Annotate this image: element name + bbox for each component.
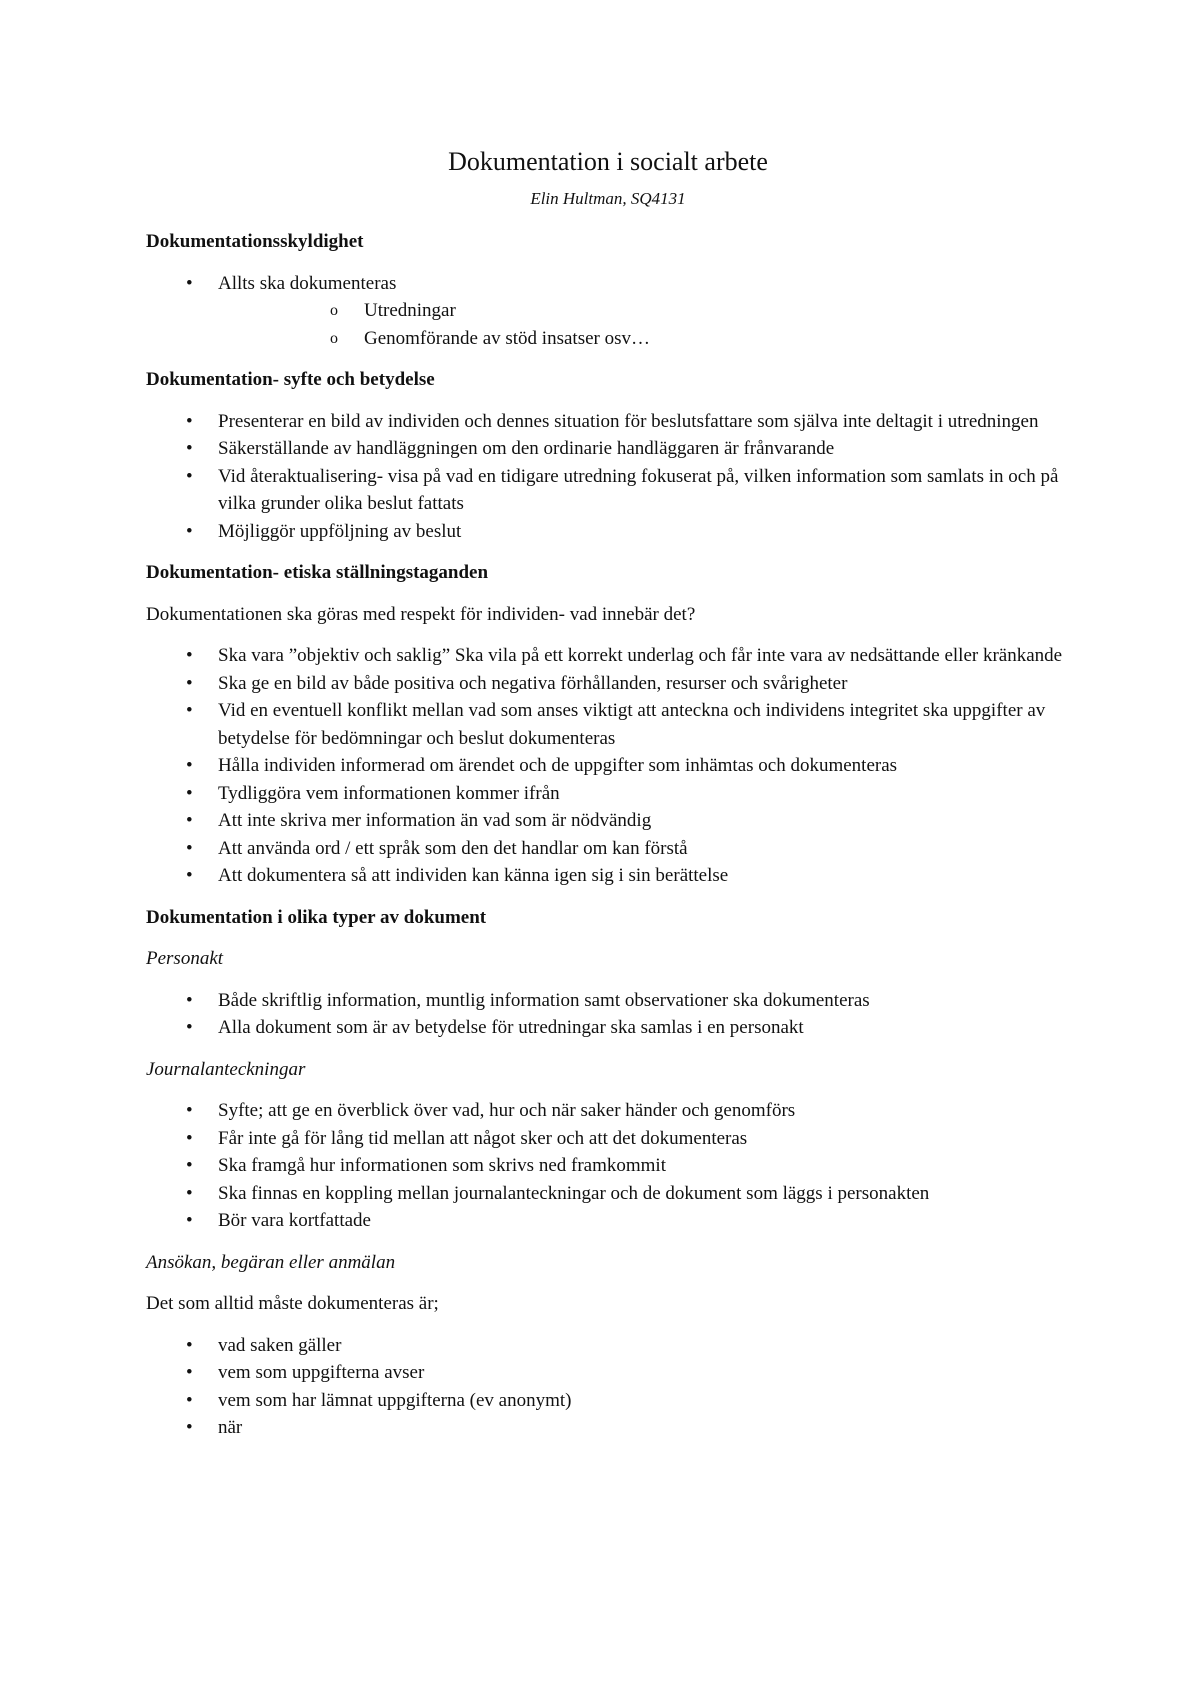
list-item — [146, 1387, 1070, 1415]
bullet-icon: • — [186, 837, 193, 859]
bullet-icon: • — [186, 1182, 193, 1204]
list-item-text: Säkerställande av handläggningen om den ordinarie handläggaren är frånvarande — [218, 438, 835, 459]
bullet-list — [146, 1097, 1070, 1235]
bullet-icon: • — [186, 755, 193, 776]
section-intro: Dokumentationen ska göras med respekt för individen- vad innebär det? — [146, 603, 696, 625]
bullet-icon: • — [186, 1417, 193, 1438]
list-item — [146, 1359, 1070, 1387]
list-item-text: Alla dokument som är av betydelse för utredningar ska samlas i en personakt — [218, 1017, 804, 1038]
sub-bullet-icon: o — [330, 302, 338, 319]
list-item-text: Vid en eventuell konflikt mellan vad som anses viktigt att anteckna och individens integritet ska uppgifter av betydelse för bedömningar och beslut dokumenteras — [218, 700, 1046, 749]
sub-list-item-text: Genomförande av stöd insatser osv… — [364, 327, 650, 349]
bullet-list — [146, 270, 1070, 353]
list-item — [146, 835, 1070, 863]
list-item-text: Ska framgå hur informationen som skrivs ned framkommit — [218, 1155, 666, 1176]
list-item — [146, 1097, 1070, 1125]
list-item — [146, 1414, 1070, 1442]
bullet-list — [146, 408, 1070, 546]
subheading-journalanteckningar: Journalanteckningar — [146, 1058, 306, 1080]
list-item-text: Ska finnas en koppling mellan journalanteckningar och de dokument som läggs i personakten — [218, 1182, 930, 1204]
bullet-icon: • — [186, 1017, 193, 1038]
bullet-list — [146, 1332, 1070, 1442]
list-item — [146, 270, 1070, 353]
sub-bullet-icon: o — [330, 329, 338, 347]
section-heading-dokumenttyper: Dokumentation i olika typer av dokument — [146, 906, 487, 928]
list-item — [146, 1207, 1070, 1235]
bullet-icon: • — [186, 865, 193, 886]
list-item-text: Både skriftlig information, muntlig information samt observationer ska dokumenteras — [218, 989, 870, 1011]
list-item-text: Syfte; att ge en överblick över vad, hur och när saker händer och genomförs — [218, 1100, 796, 1121]
bullet-icon: • — [186, 438, 193, 459]
list-item-text: Får inte gå för lång tid mellan att något sker och att det dokumenteras — [218, 1127, 748, 1149]
bullet-icon: • — [186, 410, 193, 432]
list-item — [146, 697, 1070, 752]
section-heading-syfte: Dokumentation- syfte och betydelse — [146, 369, 435, 390]
list-item-text: när — [218, 1417, 243, 1438]
list-item — [146, 642, 1070, 670]
bullet-icon: • — [186, 1100, 193, 1121]
bullet-list — [146, 642, 1070, 890]
bullet-icon: • — [186, 1210, 193, 1231]
list-item-text: Att använda ord / ett språk som den det handlar om kan förstå — [218, 837, 688, 859]
bullet-list — [146, 987, 1070, 1042]
list-item-text: vem som uppgifterna avser — [218, 1362, 425, 1383]
bullet-icon: • — [186, 1362, 193, 1383]
sub-list-item-text: Utredningar — [364, 300, 456, 321]
subheading-personakt: Personakt — [146, 948, 224, 969]
list-item-text: Presenterar en bild av individen och dennes situation för beslutsfattare som själva inte deltagit i utredningen — [218, 410, 1039, 432]
list-item — [146, 518, 1070, 546]
list-item — [146, 780, 1070, 808]
list-item — [146, 408, 1070, 436]
bullet-icon: • — [186, 700, 193, 721]
bullet-icon: • — [186, 1334, 193, 1356]
list-item — [146, 1332, 1070, 1360]
section-heading-etiska: Dokumentation- etiska ställningstaganden — [146, 562, 489, 583]
list-item — [146, 1125, 1070, 1153]
list-item — [146, 807, 1070, 835]
bullet-icon: • — [186, 782, 193, 804]
list-item — [146, 670, 1070, 698]
sub-bullet-list — [218, 297, 1070, 352]
list-item-text: Möjliggör uppföljning av beslut — [218, 520, 462, 542]
list-item — [146, 1014, 1070, 1042]
section-heading-dokumentationsskyldighet: Dokumentationsskyldighet — [146, 231, 364, 252]
list-item-text: Vid återaktualisering- visa på vad en tidigare utredning fokuserat på, vilken information som samlats in och på vilka grunder olika beslut fattats — [218, 465, 1059, 514]
list-item — [146, 435, 1070, 463]
document-title: Dokumentation i socialt arbete — [448, 147, 768, 176]
list-item-text: Att dokumentera så att individen kan känna igen sig i sin berättelse — [218, 865, 729, 886]
bullet-icon: • — [186, 672, 193, 694]
list-item-text: Ska ge en bild av både positiva och negativa förhållanden, resurser och svårigheter — [218, 672, 848, 694]
section-intro: Det som alltid måste dokumenteras är; — [146, 1293, 439, 1314]
sub-list-item — [218, 297, 1070, 325]
bullet-icon: • — [186, 1389, 193, 1411]
list-item-text: Ska vara ”objektiv och saklig” Ska vila på ett korrekt underlag och får inte vara av nedsättande eller kränkande — [218, 645, 1063, 666]
bullet-icon: • — [186, 272, 193, 294]
bullet-icon: • — [186, 1127, 193, 1149]
list-item-text: Bör vara kortfattade — [218, 1210, 371, 1231]
list-item — [146, 463, 1070, 518]
list-item — [146, 1152, 1070, 1180]
bullet-icon: • — [186, 810, 193, 831]
list-item-text: vem som har lämnat uppgifterna (ev anonymt) — [218, 1389, 572, 1411]
list-item-text: vad saken gäller — [218, 1334, 342, 1356]
bullet-icon: • — [186, 465, 193, 487]
bullet-icon: • — [186, 989, 193, 1011]
document-author: Elin Hultman, SQ4131 — [530, 189, 686, 208]
bullet-icon: • — [186, 645, 193, 666]
list-item-text: Hålla individen informerad om ärendet och de uppgifter som inhämtas och dokumenteras — [218, 755, 898, 776]
list-item — [146, 987, 1070, 1015]
bullet-icon: • — [186, 1155, 193, 1176]
list-item — [146, 862, 1070, 890]
list-item — [146, 1180, 1070, 1208]
sub-list-item — [218, 325, 1070, 353]
list-item — [146, 752, 1070, 780]
list-item-text: Tydliggöra vem informationen kommer ifrån — [218, 782, 560, 804]
list-item-text: Allts ska dokumenteras — [218, 272, 397, 294]
list-item-text: Att inte skriva mer information än vad som är nödvändig — [218, 810, 652, 831]
bullet-icon: • — [186, 520, 193, 542]
subheading-ansokan: Ansökan, begäran eller anmälan — [146, 1251, 396, 1273]
